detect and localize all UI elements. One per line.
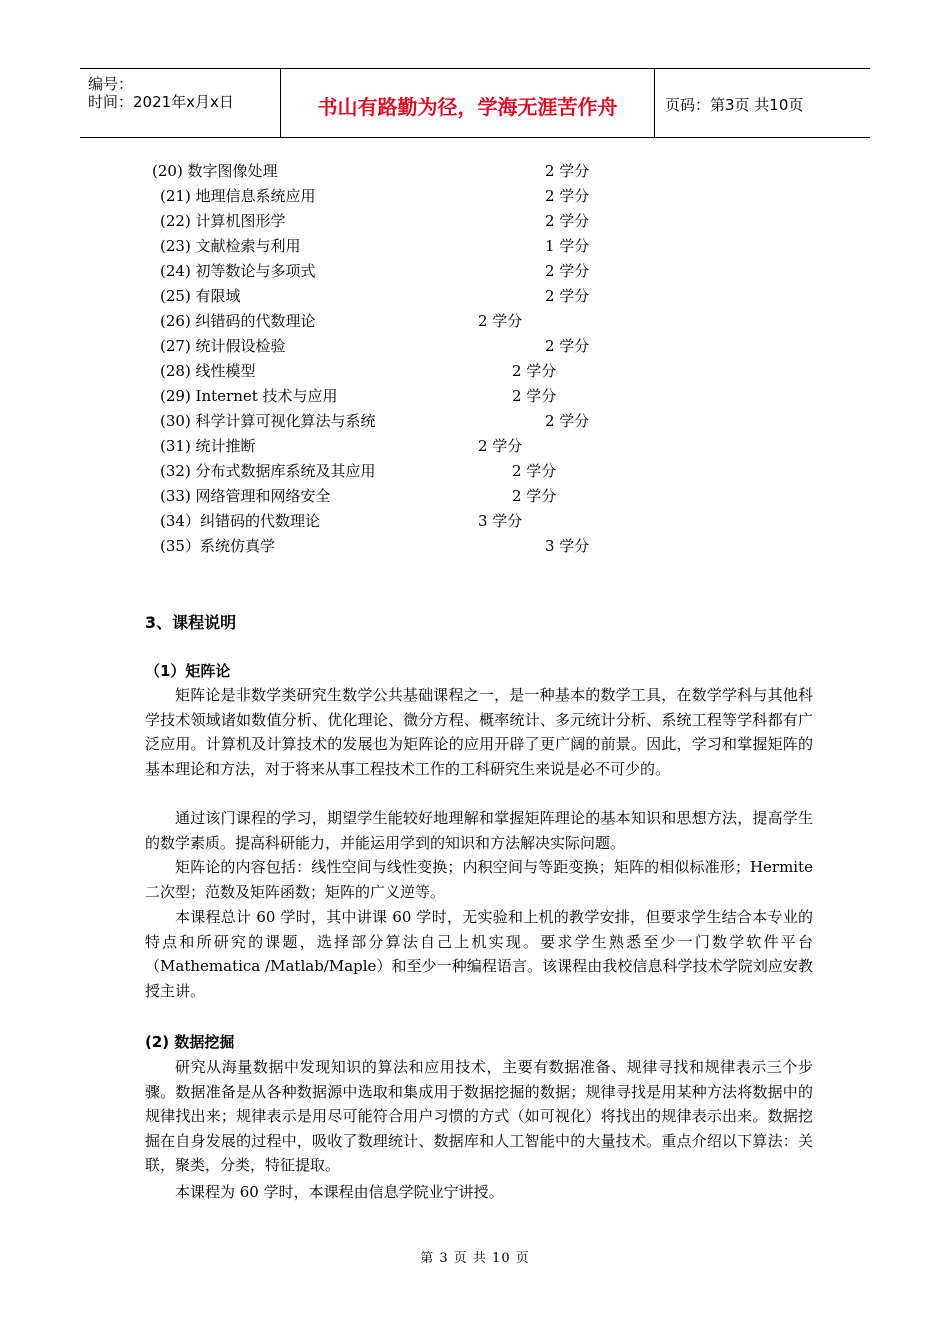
course-name: (29) Internet 技术与应用 — [160, 387, 338, 405]
course-credit: 2 学分 — [545, 412, 590, 430]
paragraph: 本课程总计 60 学时，其中讲课 60 学时，无实验和上机的教学安排，但要求学生结合本专业的特点和所研究的课题，选择部分算法自己上机实现。要求学生熟悉至少一门数学软件平台（Mathematica /Matlab/Maple）和至少一种编程语言。该课程由我校信息科学技术学院刘应安教授主讲。 — [145, 908, 813, 1000]
number-label: 编号： — [88, 75, 134, 93]
course-credit: 2 学分 — [478, 437, 523, 455]
subsection-heading-matrix: （1）矩阵论 — [145, 662, 231, 680]
course-credit: 2 学分 — [512, 462, 557, 480]
course-credit: 2 学分 — [545, 212, 590, 230]
course-name: (25) 有限域 — [160, 287, 241, 305]
course-credit: 2 学分 — [545, 287, 590, 305]
section-heading: 3、课程说明 — [145, 613, 237, 632]
course-name: (30) 科学计算可视化算法与系统 — [160, 412, 376, 430]
course-credit: 2 学分 — [478, 312, 523, 330]
paragraph: 通过该门课程的学习，期望学生能较好地理解和掌握矩阵理论的基本知识和思想方法，提高学生的数学素质。提高科研能力，并能运用学到的知识和方法解决实际问题。 — [145, 809, 813, 852]
course-credit: 2 学分 — [512, 362, 557, 380]
paragraph: 研究从海量数据中发现知识的算法和应用技术，主要有数据准备、规律寻找和规律表示三个步骤。数据准备是从各种数据源中选取和集成用于数据挖掘的数据；规律寻找是用某种方法将数据中的规律找出来；规律表示是用尽可能符合用户习惯的方式（如可视化）将找出的规律表示出来。数据挖掘在自身发展的过程中，吸收了数理统计、数据库和人工智能中的大量技术。重点介绍以下算法：关联，聚类，分类，特征提取。 — [145, 1058, 813, 1175]
course-name: (34）纠错码的代数理论 — [160, 512, 320, 530]
date-label: 时间：2021年x月x日 — [88, 93, 234, 111]
course-name: (23) 文献检索与利用 — [160, 237, 301, 255]
course-credit: 3 学分 — [545, 537, 590, 555]
course-name: (24) 初等数论与多项式 — [160, 262, 316, 280]
paragraph: 矩阵论的内容包括：线性空间与线性变换；内积空间与等距变换；矩阵的相似标准形；Hermite 二次型；范数及矩阵函数；矩阵的广义逆等。 — [145, 858, 813, 901]
header-motto-cell — [281, 69, 655, 137]
course-name: (31) 统计推断 — [160, 437, 256, 455]
paragraph: 本课程为 60 学时，本课程由信息学院业宁讲授。 — [175, 1183, 504, 1201]
course-name: (21) 地理信息系统应用 — [160, 187, 316, 205]
course-credit: 2 学分 — [545, 187, 590, 205]
page-header — [80, 68, 870, 138]
course-credit: 2 学分 — [545, 262, 590, 280]
course-credit: 1 学分 — [545, 237, 590, 255]
course-name: (26) 纠错码的代数理论 — [160, 312, 316, 330]
course-name: (27) 统计假设检验 — [160, 337, 286, 355]
page-footer: 第 3 页 共 10 页 — [420, 1251, 530, 1266]
course-credit: 2 学分 — [545, 162, 590, 180]
header-info-cell — [80, 69, 281, 137]
subsection-heading-datamining: (2) 数据挖掘 — [145, 1033, 235, 1051]
course-credit: 2 学分 — [512, 487, 557, 505]
course-credit: 2 学分 — [545, 337, 590, 355]
course-name: (35）系统仿真学 — [160, 537, 275, 555]
course-name: (33) 网络管理和网络安全 — [160, 487, 331, 505]
course-name: (32) 分布式数据库系统及其应用 — [160, 462, 376, 480]
course-name: (20) 数字图像处理 — [152, 162, 278, 180]
paragraph: 矩阵论是非数学类研究生数学公共基础课程之一，是一种基本的数学工具，在数学学科与其他科学技术领域诸如数值分析、优化理论、微分方程、概率统计、多元统计分析、系统工程等学科都有广泛应用。计算机及计算技术的发展也为矩阵论的应用开辟了更广阔的前景。因此，学习和掌握矩阵的基本理论和方法，对于将来从事工程技术工作的工科研究生来说是必不可少的。 — [145, 686, 813, 778]
page-label: 页码：第3页 共10页 — [665, 96, 804, 114]
header-page-cell — [655, 69, 870, 137]
course-name: (28) 线性模型 — [160, 362, 256, 380]
course-credit: 2 学分 — [512, 387, 557, 405]
course-name: (22) 计算机图形学 — [160, 212, 286, 230]
motto-text: 书山有路勤为径，学海无涯苦作舟 — [317, 95, 618, 119]
course-credit: 3 学分 — [478, 512, 523, 530]
